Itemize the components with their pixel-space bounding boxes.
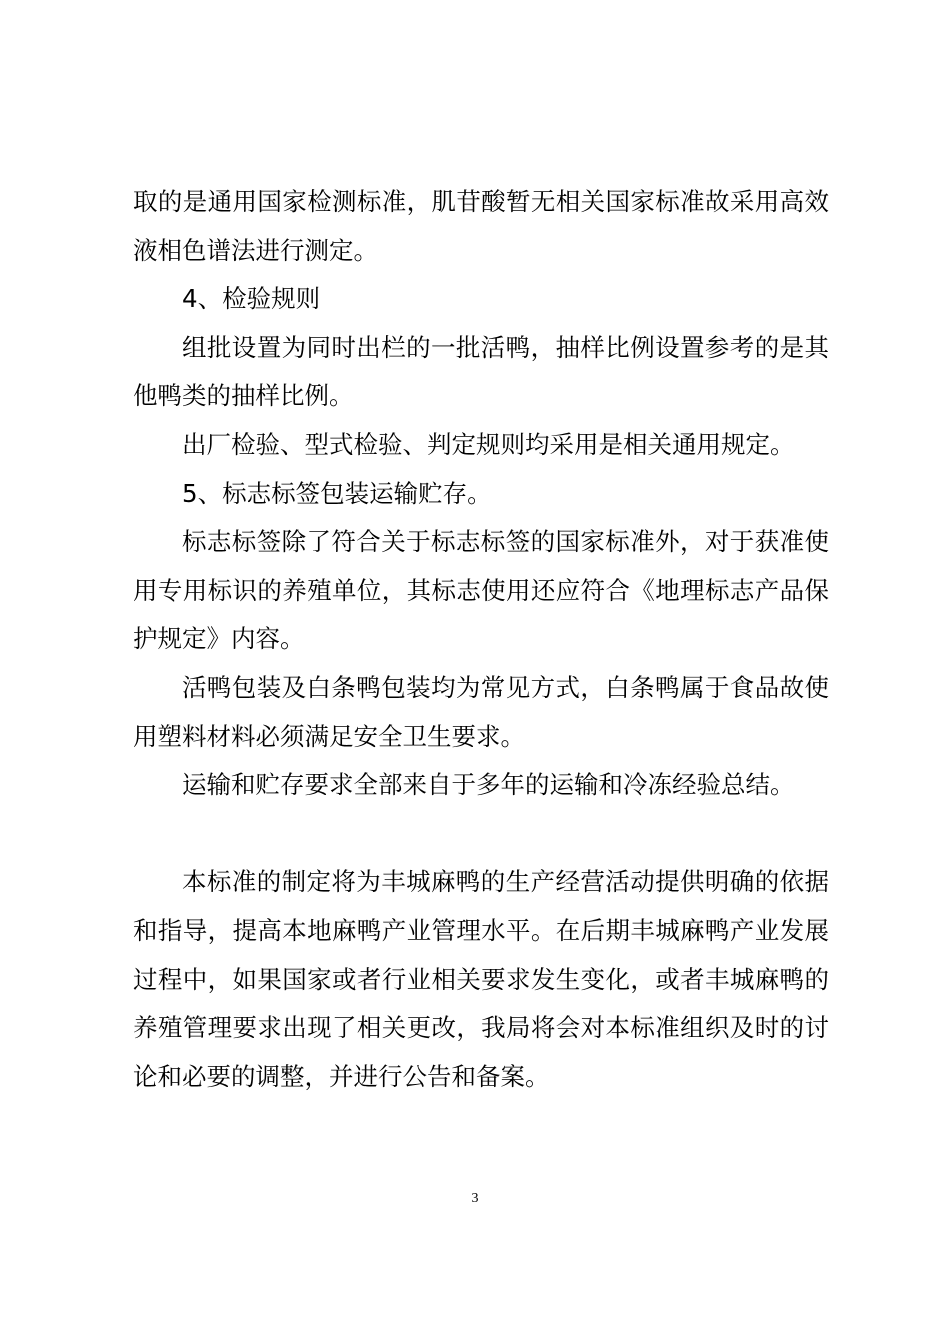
page-number: 3 xyxy=(471,1191,479,1206)
heading-inspection-rules: 4、检验规则 xyxy=(182,284,321,314)
paragraph-batch-sampling: 组批设置为同时出栏的一批活鸭，抽样比例设置参考的是其他鸭类的抽样比例。 xyxy=(133,332,829,411)
paragraph-factory-inspection: 出厂检验、型式检验、判定规则均采用是相关通用规定。 xyxy=(182,429,795,459)
paragraph-labeling: 标志标签除了符合关于标志标签的国家标准外，对于获准使用专用标识的养殖单位，其标志使用还应符合《地理标志产品保护规定》内容。 xyxy=(133,527,829,654)
document-body xyxy=(133,178,829,1101)
paragraph-continuation: 取的是通用国家检测标准，肌苷酸暂无相关国家标准故采用高效液相色谱法进行测定。 xyxy=(133,187,829,265)
paragraph-transport-storage: 运输和贮存要求全部来自于多年的运输和冷冻经验总结。 xyxy=(182,770,795,800)
heading-labeling-packaging: 5、标志标签包装运输贮存。 xyxy=(182,478,492,508)
paragraph-packaging: 活鸭包装及白条鸭包装均为常见方式，白条鸭属于食品故使用塑料材料必须满足安全卫生要求。 xyxy=(133,672,829,751)
paragraph-spacer xyxy=(133,810,829,859)
paragraph-conclusion: 本标准的制定将为丰城麻鸭的生产经营活动提供明确的依据和指导，提高本地麻鸭产业管理水平。在后期丰城麻鸭产业发展过程中，如果国家或者行业相关要求发生变化，或者丰城麻鸭的养殖管理要求出现了相关更改，我局将会对本标准组织及时的讨论和必要的调整，并进行公告和备案。 xyxy=(133,867,829,1091)
